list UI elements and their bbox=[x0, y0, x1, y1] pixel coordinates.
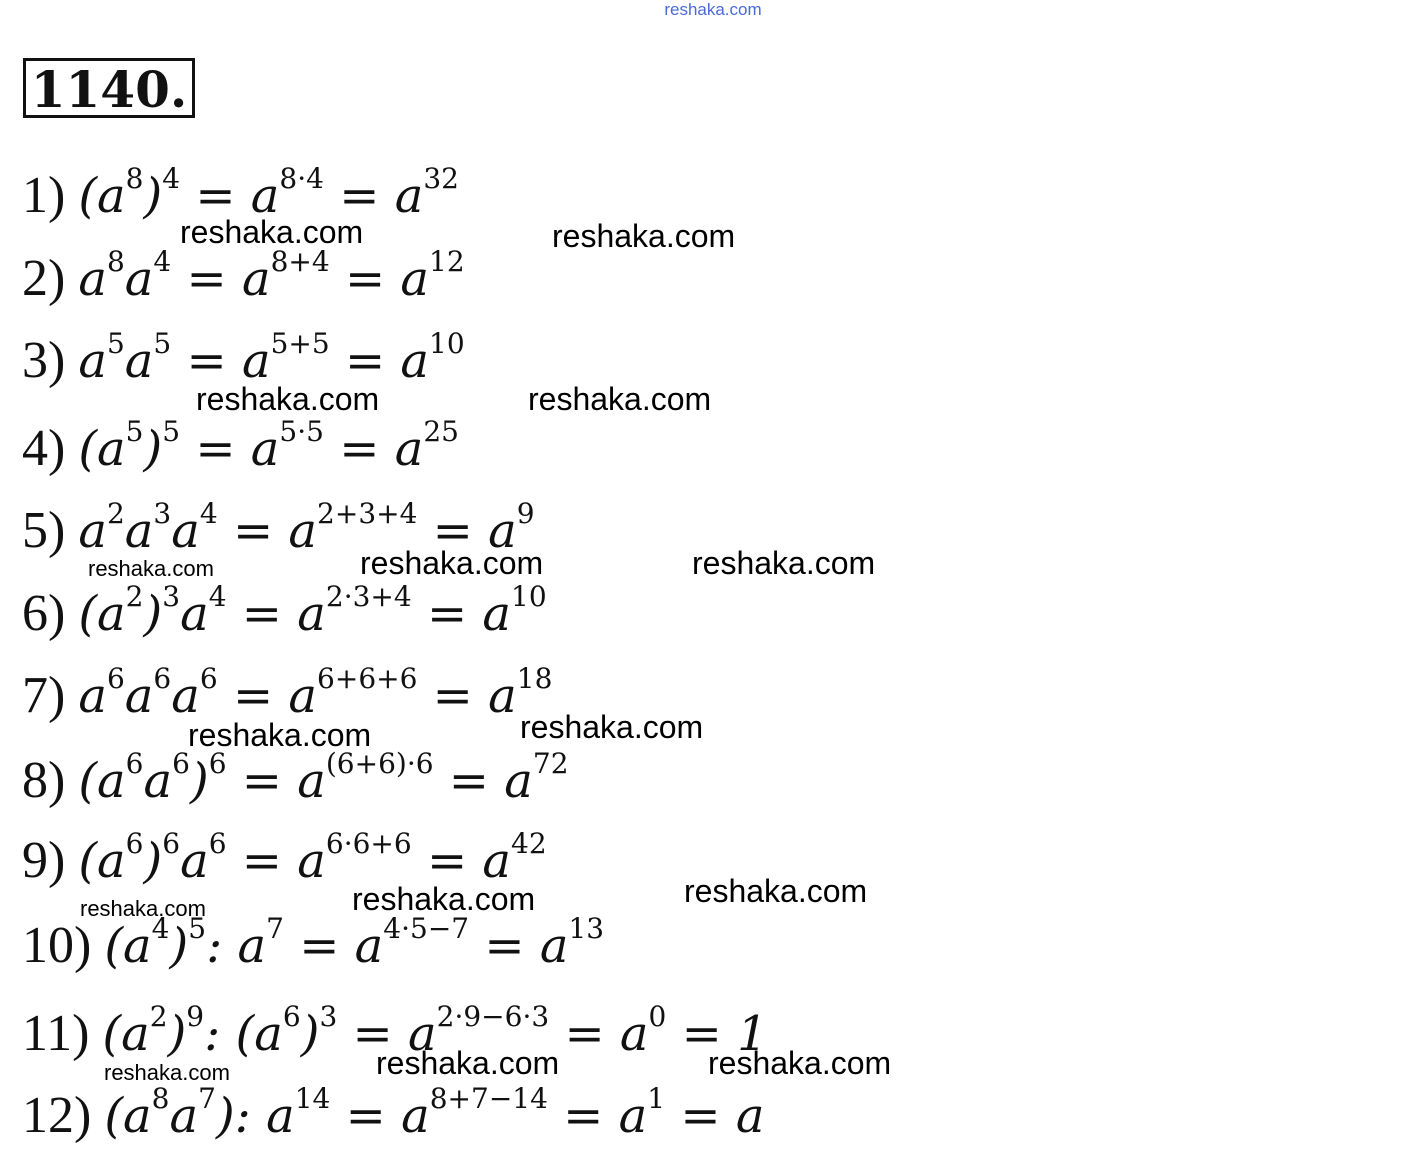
line-number: 8) bbox=[22, 752, 79, 809]
equation: $(a^2)^3a^4 = a^{2\cdot 3+4} = a^{10}$ bbox=[78, 580, 547, 642]
watermark-text: reshaka.com bbox=[692, 545, 876, 581]
equation-line bbox=[22, 747, 569, 810]
equation: $(a^5)^5 = a^{5\cdot 5} = a^{25}$ bbox=[78, 415, 459, 477]
watermark-text: reshaka.com bbox=[684, 873, 868, 909]
line-number: 1) bbox=[22, 167, 79, 224]
line-number: 3) bbox=[22, 332, 79, 389]
line-number: 4) bbox=[22, 420, 79, 477]
watermark-text: reshaka.com bbox=[520, 709, 704, 745]
watermark-text: reshaka.com bbox=[80, 896, 206, 921]
line-number: 9) bbox=[22, 832, 79, 889]
watermark-text: reshaka.com bbox=[376, 1045, 560, 1081]
equation: $(a^4)^5$: $a^7 = a^{4\cdot 5-7} = a^{13}$ bbox=[104, 912, 605, 974]
line-number: 2) bbox=[22, 250, 79, 307]
watermark-text: reshaka.com bbox=[88, 556, 214, 581]
equation-line bbox=[22, 245, 465, 308]
watermark-text: reshaka.com bbox=[188, 717, 372, 753]
watermark-text: reshaka.com bbox=[180, 214, 364, 250]
equation: $(a^8)^4 = a^{8\cdot 4} = a^{32}$ bbox=[78, 162, 459, 224]
equation-line bbox=[22, 580, 547, 643]
watermark-text: reshaka.com bbox=[352, 881, 536, 917]
line-number: 5) bbox=[22, 502, 79, 559]
equation-line bbox=[22, 662, 553, 725]
line-number: 6) bbox=[22, 585, 79, 642]
line-number: 11) bbox=[22, 1005, 103, 1062]
equation: $(a^8a^7)$: $a^{14} = a^{8+7-14} = a^1 = a$ bbox=[104, 1082, 765, 1144]
equation: $a^2a^3a^4 = a^{2+3+4} = a^9$ bbox=[78, 497, 535, 559]
equation: $a^8a^4 = a^{8+4} = a^{12}$ bbox=[78, 245, 465, 307]
equation: $a^6a^6a^6 = a^{6+6+6} = a^{18}$ bbox=[78, 662, 553, 724]
equation: $(a^2)^9$: $(a^6)^3 = a^{2\cdot 9-6\cdot 3} = a^0 = 1$ bbox=[102, 1000, 768, 1062]
watermark-text: reshaka.com bbox=[104, 1060, 230, 1085]
problem-number: 1140. bbox=[23, 58, 195, 118]
equation-line bbox=[22, 1082, 765, 1145]
equation-line bbox=[22, 912, 605, 975]
watermark-text: reshaka.com bbox=[552, 218, 736, 254]
watermark-text: reshaka.com bbox=[528, 381, 712, 417]
line-number: 7) bbox=[22, 667, 79, 724]
equation: $(a^6a^6)^6 = a^{(6+6)\cdot 6} = a^{72}$ bbox=[78, 747, 569, 809]
watermark-text: reshaka.com bbox=[360, 545, 544, 581]
equation: $a^5a^5 = a^{5+5} = a^{10}$ bbox=[78, 327, 465, 389]
watermark-text: reshaka.com bbox=[708, 1045, 892, 1081]
equation: $(a^6)^6a^6 = a^{6\cdot 6+6} = a^{42}$ bbox=[78, 827, 547, 889]
top-watermark: reshaka.com bbox=[664, 0, 762, 19]
watermark-text: reshaka.com bbox=[196, 381, 380, 417]
line-number: 10) bbox=[22, 917, 105, 974]
line-number: 12) bbox=[22, 1087, 105, 1144]
equation-line bbox=[22, 415, 459, 478]
